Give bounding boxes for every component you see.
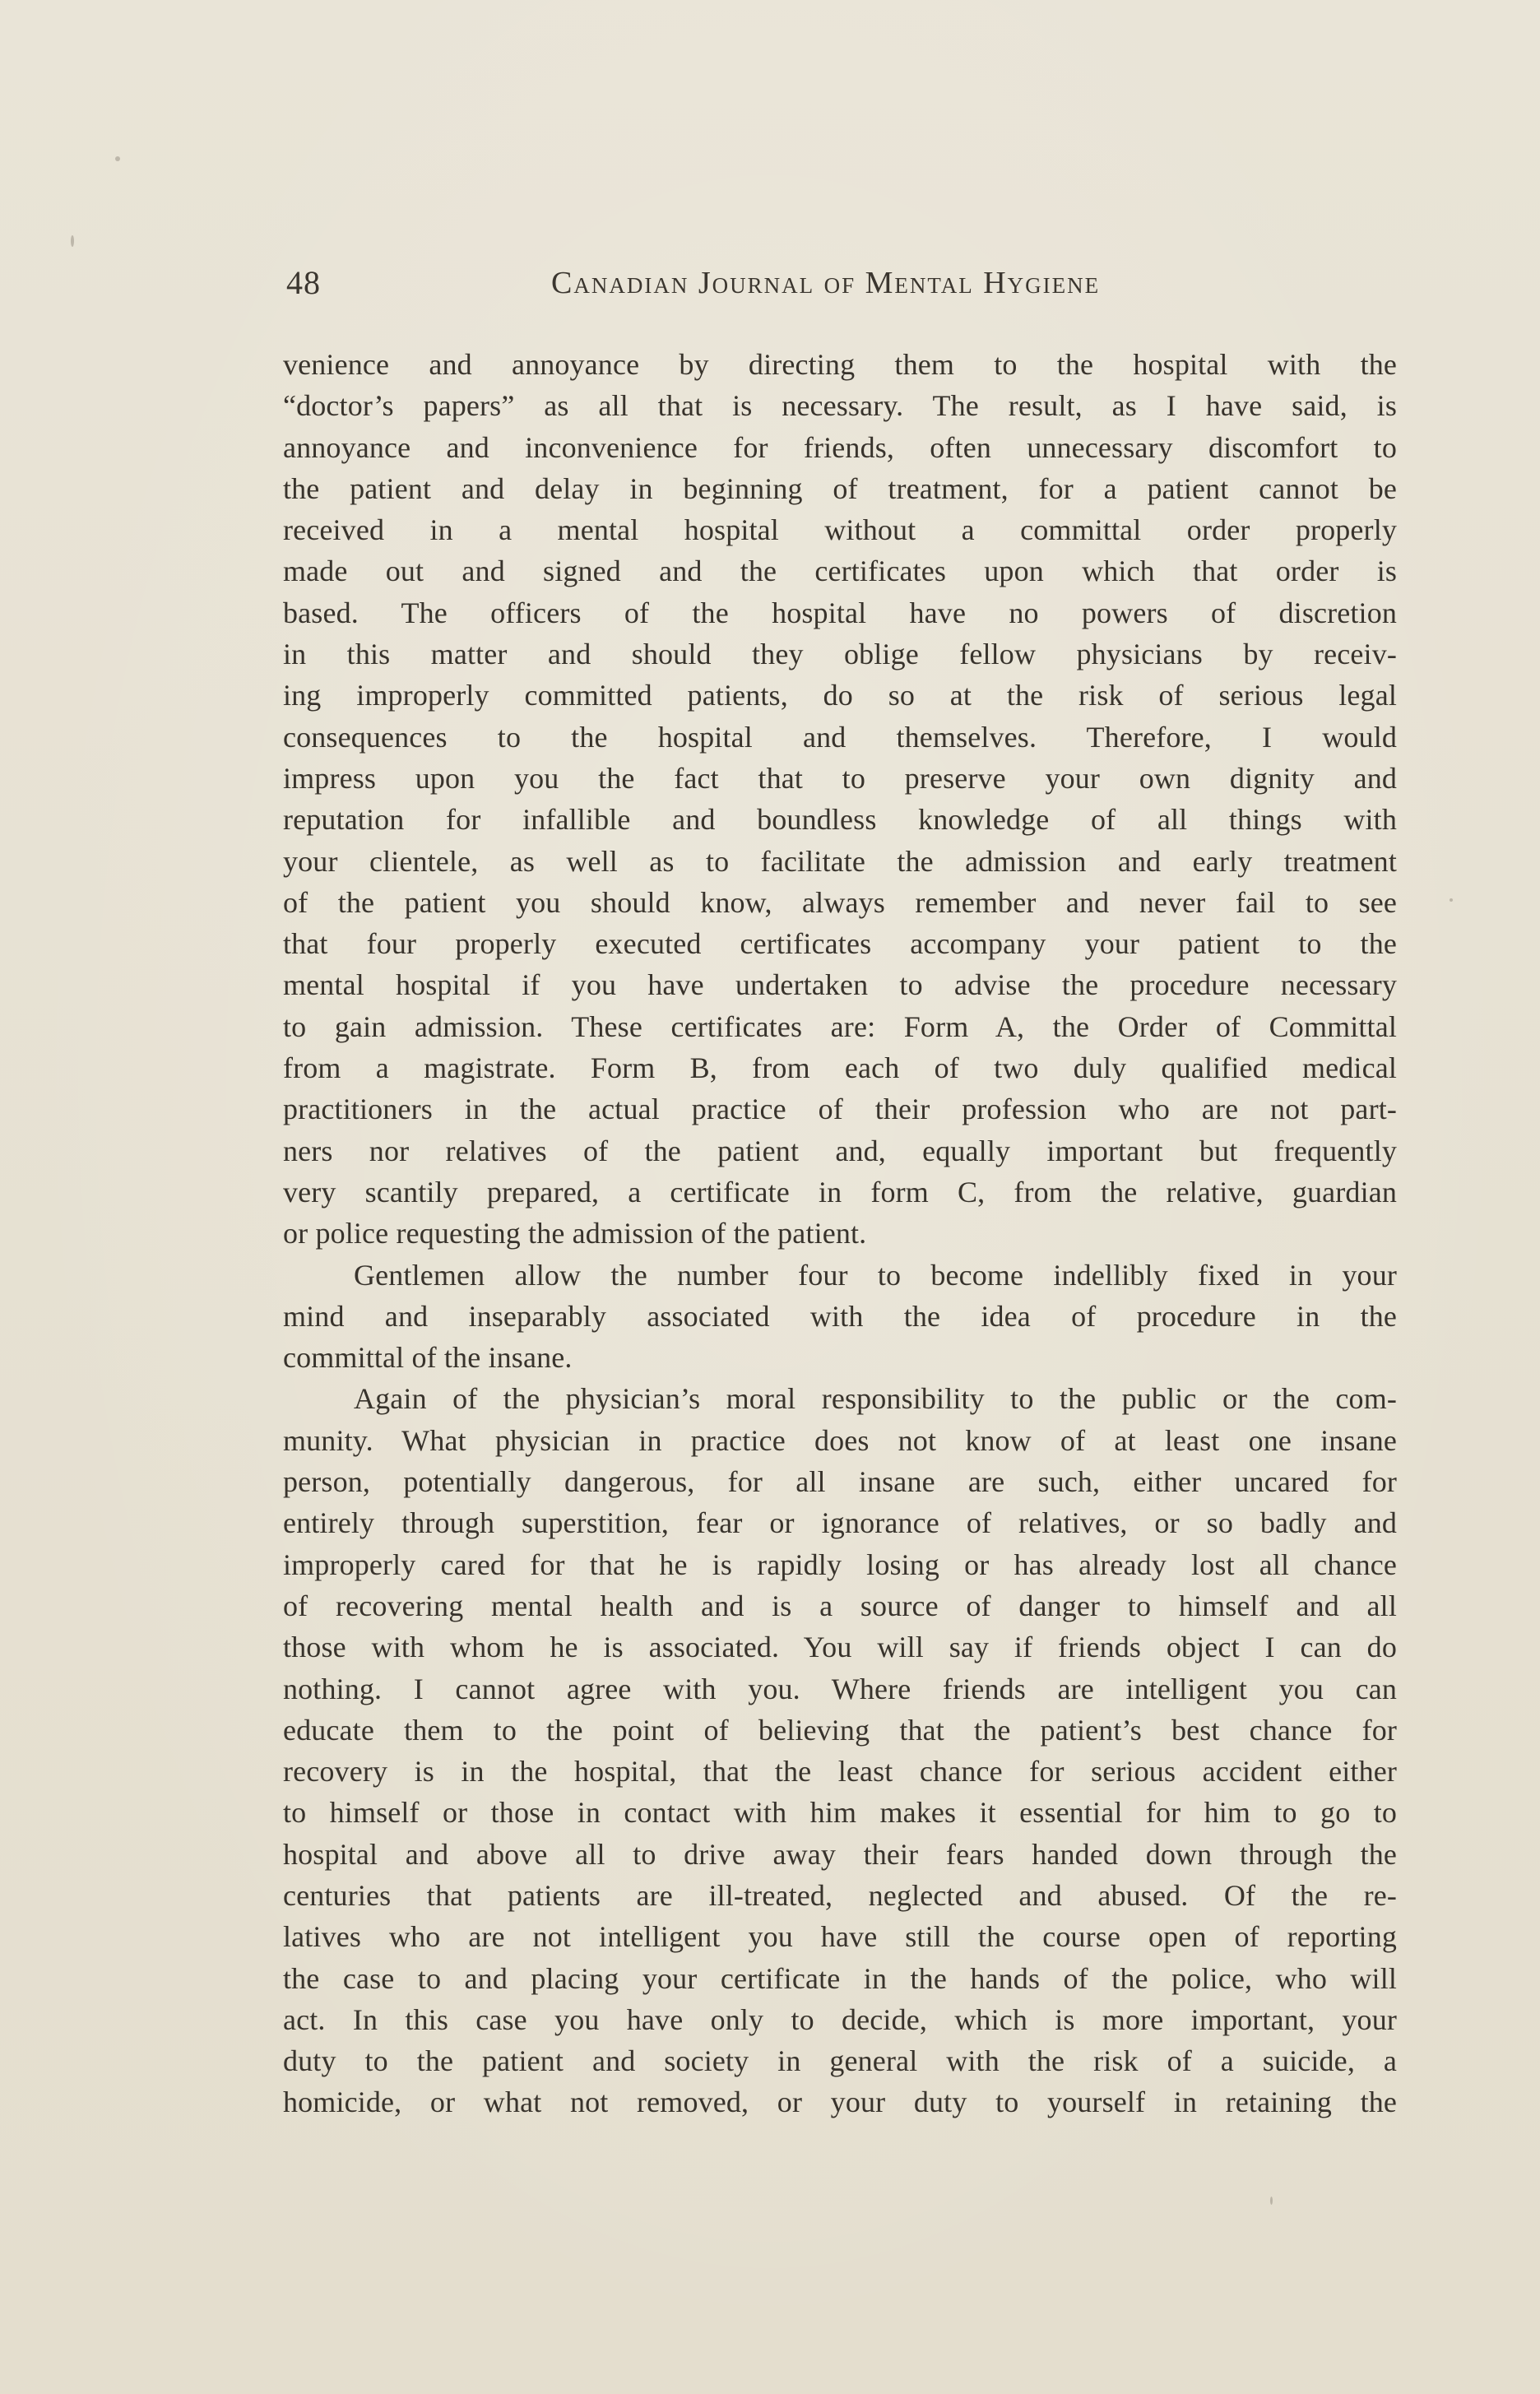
text-line: committal of the insane.: [283, 1341, 573, 1375]
text-line: “doctor’s papers” as all that is necessary. The result, as I have said, is: [283, 389, 1397, 423]
text-line: received in a mental hospital without a committal order properly: [283, 513, 1397, 547]
text-line: Gentlemen allow the number four to become indellibly fixed in your: [354, 1258, 1397, 1292]
text-line: Again of the physician’s moral responsibility to the public or the com-: [354, 1382, 1397, 1416]
text-line: your clientele, as well as to facilitate the admission and early treatment: [283, 844, 1397, 878]
text-line: mind and inseparably associated with the idea of procedure in the: [283, 1299, 1397, 1333]
text-line: improperly cared for that he is rapidly losing or has already lost all chance: [283, 1547, 1397, 1581]
text-line: in this matter and should they oblige fellow physicians by receiv-: [283, 638, 1397, 671]
paper-speck: [1450, 898, 1453, 902]
text-line: those with whom he is associated. You will say if friends object I can do: [283, 1631, 1397, 1664]
text-line: mental hospital if you have undertaken to advise the procedure necessary: [283, 968, 1397, 1002]
text-line: annoyance and inconvenience for friends, often unnecessary discomfort to: [283, 430, 1397, 464]
text-line: consequences to the hospital and themselves. Therefore, I would: [283, 720, 1397, 754]
text-line: of recovering mental health and is a source of danger to himself and all: [283, 1589, 1397, 1622]
text-line: centuries that patients are ill-treated, neglected and abused. Of the re-: [283, 1878, 1397, 1912]
paper-speck: [71, 235, 74, 247]
text-line: made out and signed and the certificates upon which that order is: [283, 554, 1397, 588]
text-line: reputation for infallible and boundless knowledge of all things with: [283, 803, 1397, 837]
text-line: educate them to the point of believing that the patient’s best chance for: [283, 1713, 1397, 1747]
text-line: the case to and placing your certificate in the hands of the police, who will: [283, 1961, 1397, 1995]
text-line: munity. What physician in practice does not know of at least one insane: [283, 1423, 1397, 1457]
text-line: the patient and delay in beginning of treatment, for a patient cannot be: [283, 471, 1397, 505]
running-head: Canadian Journal of Mental Hygiene: [551, 266, 1101, 300]
text-line: nothing. I cannot agree with you. Where friends are intelligent you can: [283, 1672, 1397, 1705]
paper-speck: [1270, 2197, 1273, 2205]
text-line: latives who are not intelligent you have still the course open of reporting: [283, 1920, 1397, 1954]
text-line: venience and annoyance by directing them to the hospital with the: [283, 348, 1397, 381]
text-line: from a magistrate. Form B, from each of two duly qualified medical: [283, 1051, 1397, 1085]
text-line: very scantily prepared, a certificate in form C, from the relative, guardian: [283, 1175, 1397, 1209]
text-line: based. The officers of the hospital have no powers of discretion: [283, 596, 1397, 629]
paper-speck: [115, 156, 120, 161]
text-line: person, potentially dangerous, for all insane are such, either uncared for: [283, 1465, 1397, 1499]
text-line: or police requesting the admission of the patient.: [283, 1217, 867, 1250]
text-line: hospital and above all to drive away their fears handed down through the: [283, 1837, 1397, 1871]
text-line: ing improperly committed patients, do so at the risk of serious legal: [283, 679, 1397, 712]
text-line: homicide, or what not removed, or your duty to yourself in retaining the: [283, 2085, 1397, 2119]
text-line: ners nor relatives of the patient and, equally important but frequently: [283, 1134, 1397, 1167]
text-line: to himself or those in contact with him makes it essential for him to go to: [283, 1796, 1397, 1830]
page-header: [280, 262, 1250, 304]
text-line: duty to the patient and society in general with the risk of a suicide, a: [283, 2044, 1397, 2078]
text-line: act. In this case you have only to decide, which is more important, your: [283, 2002, 1397, 2036]
text-line: recovery is in the hospital, that the least chance for serious accident either: [283, 1755, 1397, 1789]
body-text: [283, 344, 1397, 2123]
page-number: 48: [286, 264, 321, 301]
text-line: entirely through superstition, fear or ignorance of relatives, or so badly and: [283, 1506, 1397, 1540]
text-line: impress upon you the fact that to preserve your own dignity and: [283, 761, 1397, 795]
text-line: to gain admission. These certificates are: Form A, the Order of Committal: [283, 1009, 1397, 1043]
text-line: of the patient you should know, always remember and never fail to see: [283, 885, 1397, 919]
text-line: that four properly executed certificates accompany your patient to the: [283, 927, 1397, 961]
text-line: practitioners in the actual practice of their profession who are not part-: [283, 1093, 1397, 1126]
